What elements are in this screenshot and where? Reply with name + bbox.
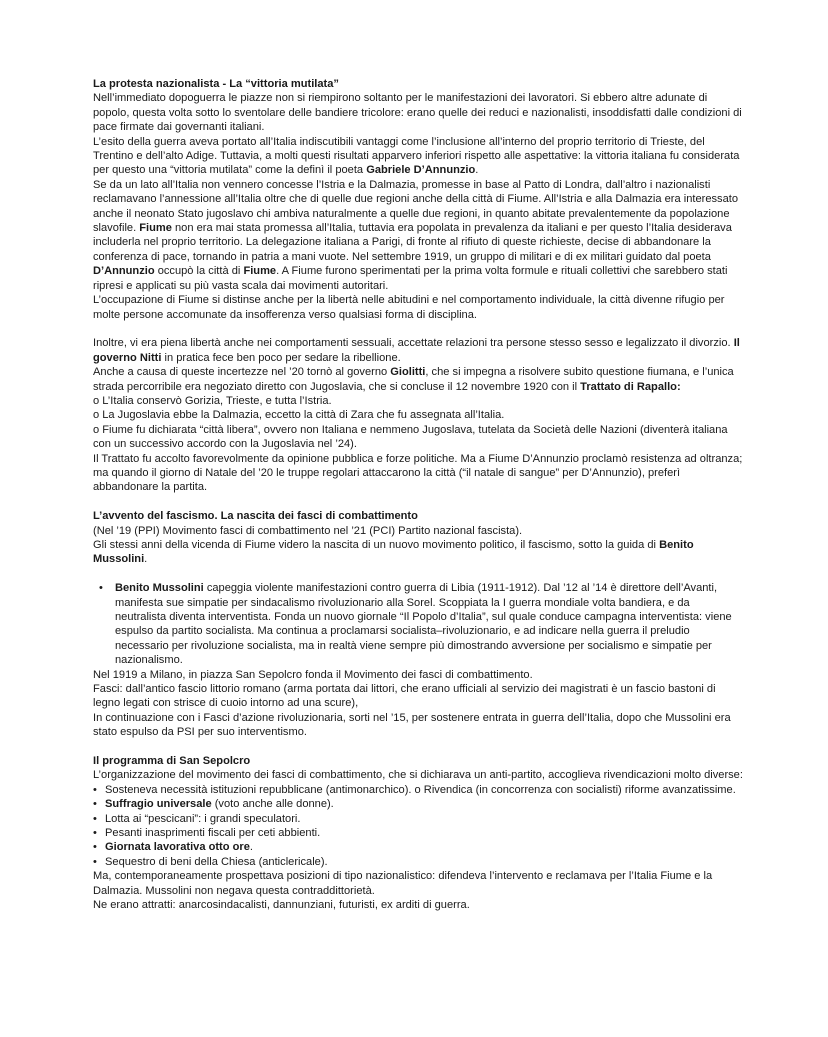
- bullet-icon: •: [93, 783, 97, 796]
- treaty-item: o La Jugoslavia ebbe la Dalmazia, eccetto la città di Zara che fu assegnata all’Italia.: [93, 409, 505, 422]
- bullet-icon: •: [99, 582, 103, 595]
- bullet-icon: •: [93, 827, 97, 840]
- paragraph: Ma, contemporaneamente prospettava posizioni di tipo nazionalistico: difendeva l’intervento e reclamava per l’Italia Fiume e la Dalmazia. Mussolini non negava questa contraddittorietà.: [93, 870, 713, 897]
- paragraph: In continuazione con i Fasci d’azione rivoluzionaria, sorti nel ’15, per sostenere entrata in guerra dell’Italia, dopo che Mussolini era stato espulso da PSI per suo interventismo.: [93, 711, 731, 739]
- section-heading-san-sepolcro: Il programma di San Sepolcro: [93, 755, 251, 768]
- program-item: • Sosteneva necessità istituzioni repubblicane (antimonarchico). o Rivendica (in concorrenza con socialisti) riforme avanzatissime.: [93, 783, 736, 796]
- program-item: • Sequestro di beni della Chiesa (anticlericale).: [93, 855, 328, 868]
- document-page: [93, 77, 743, 913]
- program-item: • Pesanti inasprimenti fiscali per ceti abbienti.: [93, 827, 321, 840]
- paragraph: Nel 1919 a Milano, in piazza San Sepolcro fonda il Movimento dei fasci di combattimento.: [93, 668, 533, 681]
- paragraph: Gli stessi anni della vicenda di Fiume videro la nascita di un nuovo movimento politico, il fascismo, sotto la guida di Benito Mussolini.: [93, 538, 694, 566]
- treaty-item: o L’Italia conservò Gorizia, Trieste, e tutta l’Istria.: [93, 394, 332, 407]
- program-item: • Suffragio universale (voto anche alle donne).: [93, 798, 334, 811]
- bullet-icon: •: [93, 855, 97, 868]
- paragraph: Inoltre, vi era piena libertà anche nei comportamenti sessuali, accettate relazioni tra persone stesso sesso e legalizzato il divorzio. Il governo Nitti in pratica fece ben poco per sedare la ribellione.: [93, 337, 740, 364]
- section-heading-vittoria-mutilata: La protesta nazionalista - La “vittoria mutilata”: [93, 78, 339, 90]
- paragraph: (Nel ’19 (PPI) Movimento fasci di combattimento nel ’21 (PCI) Partito nazional fascista).: [93, 524, 523, 537]
- paragraph: Se da un lato all’Italia non vennero concesse l’Istria e la Dalmazia, promesse in base al Patto di Londra, dall’altro i nazionalisti reclamavano l’annessione all’Italia oltre che di quelle due regioni anche della città di Fiume. All’Istria e alla Dalmazia era interessato anche il neonato Stato jugoslavo chi ambiva naturalmente a quelle due regioni, in quanto abitate prevalentemente da popolazione slavofile. Fiume non era mai stata promessa all’Italia, tuttavia era popolata in prevalenza da italiani e per questo l’Italia desiderava includerla nel proprio territorio. La delegazione italiana a Parigi, di fronte al rifiuto di queste richieste, decise di abbandonare la conferenza di pace, tornando in patria a mani vuote. Nel settembre 1919, un gruppo di militari e di ex militari guidato dal poeta D’Annunzio occupò la città di Fiume. A Fiume furono sperimentati per la prima volta formule e rituali collettivi che sarebbero stati ripresi e applicati su più vasta scala dai movimenti autoritari.: [93, 178, 739, 292]
- program-item: • Giornata lavorativa otto ore.: [93, 841, 253, 854]
- bullet-icon: •: [93, 841, 97, 854]
- paragraph: L’organizzazione del movimento dei fasci di combattimento, che si dichiarava un anti-partito, accoglieva rivendicazioni molto diverse:: [93, 769, 743, 782]
- bullet-item-mussolini: • Benito Mussolini capeggia violente manifestazioni contro guerra di Libia (1911-1912). Dal ’12 al ’14 è direttore dell’Avanti, manifesta sue simpatie per sindacalismo rivoluzionario alla Sorel. Scoppiata la I guerra mondiale volta bandiera, e da neutralista diventa interventista. Fonda un nuovo giornale “Il Popolo d’Italia”, sul quale conduce campagna interventista: viene espulso da partito socialista. Ma continua a proclamarsi socialista–rivoluzionario, e ad indicare nella guerra il preludio necessario per rivoluzione socialista, ma in realtà viene sempre più dimostrando avversione per socialismo e simpatie per nazionalismo.: [99, 582, 732, 667]
- treaty-item: o Fiume fu dichiarata “città libera”, ovvero non Italiana e nemmeno Jugoslava, tutelata da Società delle Nazioni (diventerà italiana con un successivo accordo con la Jugoslavia nel ’24).: [93, 423, 728, 451]
- paragraph: Ne erano attratti: anarcosindacalisti, dannunziani, futuristi, ex arditi di guerra.: [93, 899, 470, 912]
- program-item: • Lotta ai “pescicani”: i grandi speculatori.: [93, 812, 301, 825]
- paragraph: Fasci: dall’antico fascio littorio romano (arma portata dai littori, che erano ufficiali al servizio dei magistrati è un fascio bastoni di legno legati con strisce di cuoio intorno ad una scure),: [93, 683, 716, 710]
- paragraph: L’esito della guerra aveva portato all’Italia indiscutibili vantaggi come l’inclusione all’interno del proprio territorio di Trieste, del Trentino e dell’alto Adige. Tuttavia, a molti questi risultati apparvero inferiori rispetto alle aspettative: la vittoria italiana fu considerata per questo una “vittoria mutilata” come la definì il poeta Gabriele D’Annunzio.: [93, 135, 740, 177]
- paragraph: Il Trattato fu accolto favorevolmente da opinione pubblica e forze politiche. Ma a Fiume D’Annunzio proclamò resistenza ad oltranza; ma quando il giorno di Natale del ’20 le truppe regolari attaccarono la città (“il natale di sangue” per D’Annunzio), preferì abbandonare la partita.: [93, 452, 743, 494]
- bullet-icon: •: [93, 812, 97, 825]
- paragraph: L’occupazione di Fiume si distinse anche per la libertà nelle abitudini e nel comportamento individuale, la città divenne rifugio per molte persone accomunate da insofferenza verso qualsiasi forma di disciplina.: [93, 294, 725, 321]
- section-heading-avvento-fascismo: L’avvento del fascismo. La nascita dei fasci di combattimento: [93, 510, 418, 523]
- paragraph: Anche a causa di queste incertezze nel ’20 tornò al governo Giolitti, che si impegna a risolvere subito questione fiumana, e l’unica strada percorribile era negoziato diretto con Jugoslavia, che si concluse il 12 novembre 1920 con il Trattato di Rapallo:: [93, 366, 734, 393]
- paragraph: Nell’immediato dopoguerra le piazze non si riempirono soltanto per le manifestazioni dei lavoratori. Si ebbero altre adunate di popolo, questa volta sotto lo sventolare delle bandiere tricolore: erano quelle dei reduci e nazionalisti, insoddisfatti dalle condizioni di pace firmate dai governanti italiani.: [93, 92, 742, 134]
- bullet-icon: •: [93, 798, 97, 811]
